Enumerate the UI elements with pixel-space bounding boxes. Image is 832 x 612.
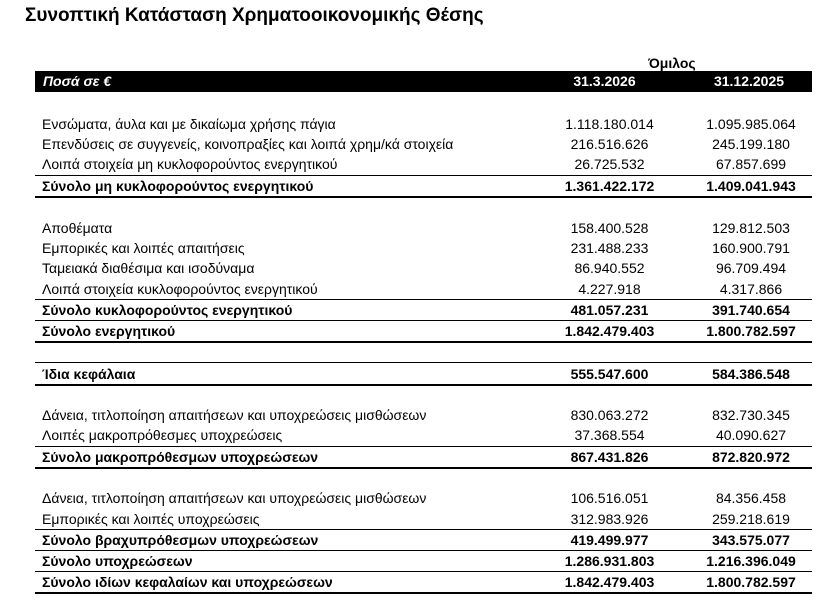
row-label: Ταμειακά διαθέσιμα και ισοδύναμα (42, 260, 255, 276)
divider (35, 467, 812, 469)
page-title: Συνοπτική Κατάσταση Χρηματοοικονομικής Θέσης (25, 5, 484, 26)
row-label: Λοιπές μακροπρόθεσμες υποχρεώσεις (42, 427, 283, 443)
value-period1: 231.488.233 (570, 240, 649, 256)
value-period1: 867.431.826 (570, 449, 649, 465)
row-label: Ενσώματα, άυλα και με δικαίωμα χρήσης πάγια (42, 116, 336, 132)
value-period1: 481.057.231 (570, 302, 649, 318)
value-period1: 830.063.272 (570, 407, 649, 423)
value-period2: 872.820.972 (712, 449, 790, 465)
divider (35, 571, 812, 572)
total-row (35, 321, 812, 341)
value-period1: 86.940.552 (574, 260, 645, 276)
row-label: Δάνεια, τιτλοποίηση απαιτήσεων και υποχρεώσεις μισθώσεων (42, 490, 427, 506)
table-row (35, 405, 812, 425)
value-period2: 1.216.396.049 (706, 553, 796, 569)
value-period1: 419.499.977 (570, 532, 649, 548)
value-period2: 1.800.782.597 (706, 323, 796, 339)
table-row (35, 488, 812, 508)
value-period1: 4.227.918 (578, 281, 641, 297)
value-period2: 245.199.180 (712, 136, 790, 152)
divider (35, 341, 812, 343)
value-period2: 160.900.791 (712, 240, 790, 256)
value-period2: 391.740.654 (712, 302, 790, 318)
row-label: Δάνεια, τιτλοποίηση απαιτήσεων και υποχρεώσεις μισθώσεων (42, 407, 427, 423)
value-period1: 1.842.479.403 (564, 323, 655, 339)
value-period2: 96.709.494 (715, 260, 787, 276)
row-label: Λοιπά στοιχεία μη κυκλοφορούντος ενεργητικού (42, 156, 338, 172)
value-period1: 106.516.051 (570, 490, 649, 506)
table-row (35, 154, 812, 174)
column-header-period1: 31.3.2026 (573, 73, 636, 89)
value-period2: 84.356.458 (715, 490, 787, 506)
value-period2: 832.730.345 (712, 407, 790, 423)
table-row (35, 134, 812, 154)
row-label: Εμπορικές και λοιπές υποχρεώσεις (42, 511, 260, 527)
table-row (35, 114, 812, 134)
row-label: Σύνολο βραχυπρόθεσμων υποχρεώσεων (42, 532, 319, 548)
subtotal-row (35, 530, 812, 550)
value-period1: 37.368.554 (574, 427, 645, 443)
row-label: Εμπορικές και λοιπές απαιτήσεις (42, 240, 245, 256)
currency-label: Ποσά σε € (43, 73, 112, 89)
value-period2: 259.218.619 (712, 511, 790, 527)
divider (35, 550, 812, 551)
table-row (35, 258, 812, 278)
subtotal-row (35, 176, 812, 196)
value-period1: 312.983.926 (570, 511, 649, 527)
value-period1: 216.516.626 (570, 136, 649, 152)
row-label: Επενδύσεις σε συγγενείς, κοινοπραξίες και λοιπά χρημ/κά στοιχεία (42, 136, 454, 152)
value-period2: 40.090.627 (715, 427, 787, 443)
row-label: Σύνολο κυκλοφορούντος ενεργητικού (42, 302, 293, 318)
value-period1: 1.118.180.014 (565, 116, 654, 132)
value-period2: 584.386.548 (712, 366, 790, 382)
total-row (35, 364, 812, 384)
divider (35, 196, 812, 198)
divider (35, 529, 812, 530)
table-header (35, 71, 812, 92)
row-label: Σύνολο ιδίων κεφαλαίων και υποχρεώσεων (42, 574, 333, 590)
value-period2: 4.317.866 (719, 281, 783, 297)
value-period1: 1.286.931.803 (564, 553, 655, 569)
value-period1: 1.361.422.172 (564, 178, 655, 194)
row-label: Σύνολο υποχρεώσεων (42, 553, 193, 569)
value-period1: 26.725.532 (574, 156, 645, 172)
subtotal-row (35, 447, 812, 467)
divider (35, 320, 812, 321)
value-period2: 343.575.077 (712, 532, 790, 548)
table-row (35, 238, 812, 258)
divider (35, 299, 812, 300)
row-label: Σύνολο ενεργητικού (42, 323, 176, 339)
value-period2: 67.857.699 (715, 156, 787, 172)
total-row (35, 551, 812, 571)
divider (35, 362, 812, 363)
table-row (35, 279, 812, 299)
row-label: Λοιπά στοιχεία κυκλοφορούντος ενεργητικού (42, 281, 318, 297)
subtotal-row (35, 300, 812, 320)
table-row (35, 218, 812, 238)
column-header-period2: 31.12.2025 (713, 73, 785, 89)
divider (35, 592, 812, 594)
value-period2: 1.800.782.597 (706, 574, 796, 590)
value-period1: 1.842.479.403 (564, 574, 655, 590)
divider (35, 175, 812, 176)
divider (35, 446, 812, 447)
divider (35, 384, 812, 386)
value-period2: 1.409.041.943 (706, 178, 796, 194)
value-period1: 158.400.528 (570, 220, 649, 236)
value-period2: 1.095.985.064 (706, 116, 796, 132)
value-period1: 555.547.600 (570, 366, 649, 382)
table-row (35, 509, 812, 529)
row-label: Ίδια κεφάλαια (42, 366, 136, 382)
table-row (35, 425, 812, 445)
group-label: Όμιλος (648, 55, 696, 71)
row-label: Σύνολο μη κυκλοφορούντος ενεργητικού (42, 178, 314, 194)
value-period2: 129.812.503 (712, 220, 790, 236)
grand-total-row (35, 572, 812, 592)
row-label: Σύνολο μακροπρόθεσμων υποχρεώσεων (42, 449, 319, 465)
row-label: Αποθέματα (42, 220, 113, 236)
